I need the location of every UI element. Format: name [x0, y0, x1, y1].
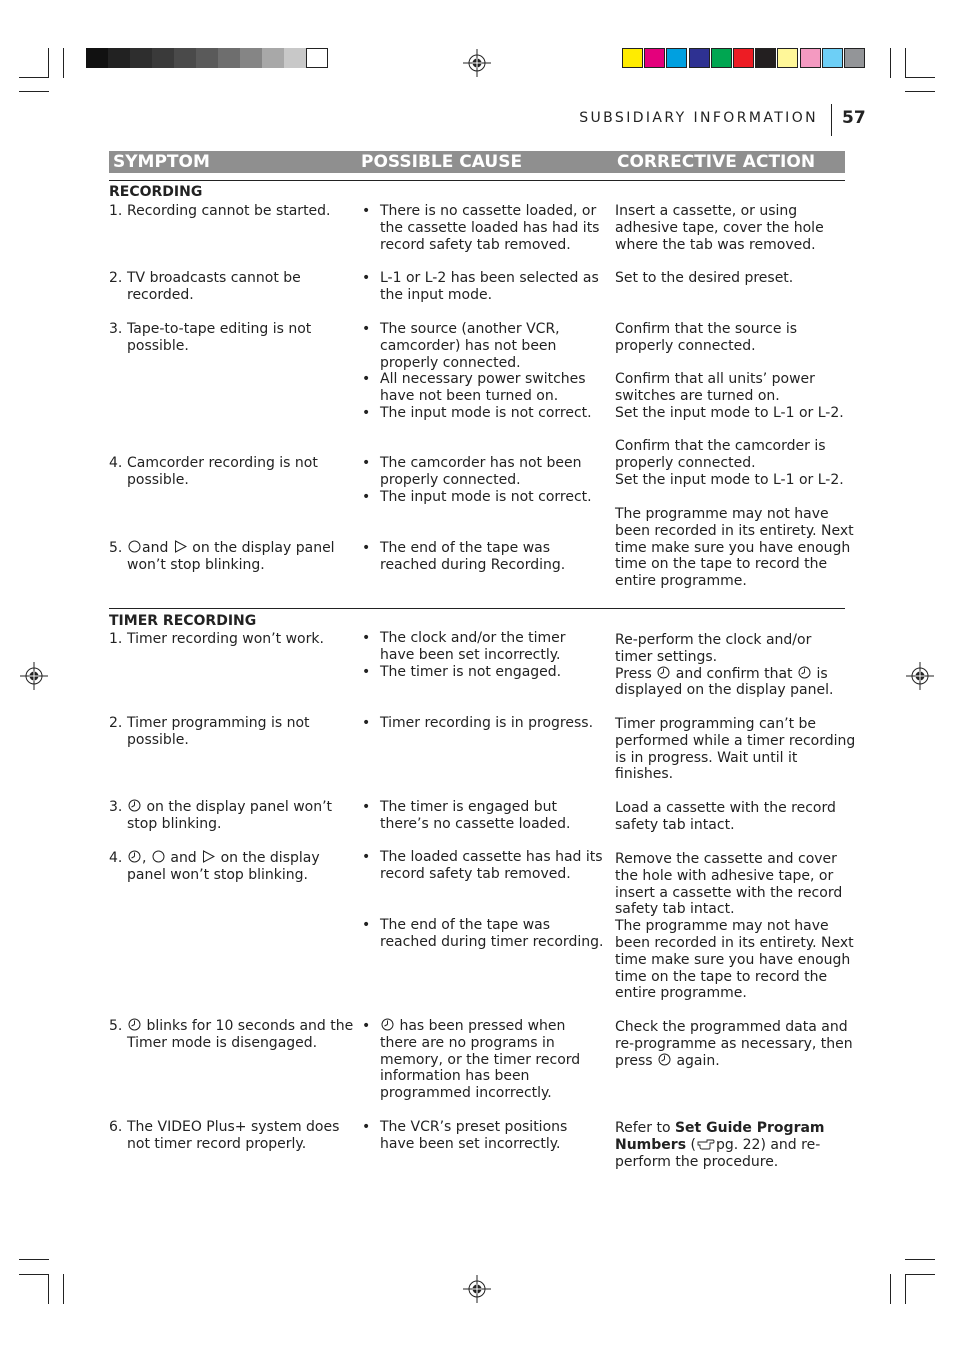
cause-text: The timer is not engaged.: [380, 664, 562, 680]
section-title-timer-recording: TIMER RECORDING: [109, 613, 257, 629]
color-swatch: [622, 48, 643, 68]
timer-clock-icon: [128, 799, 141, 812]
gray-swatch: [218, 48, 240, 68]
section-divider: [109, 608, 845, 609]
column-header-symptom: SYMPTOM: [113, 152, 210, 172]
color-swatch: [733, 48, 754, 68]
gray-swatch: [196, 48, 218, 68]
bullet: •: [362, 203, 371, 219]
item-number: 4.: [109, 850, 123, 866]
color-swatch: [755, 48, 776, 68]
cause-text: The loaded cassette has had its record safety tab removed.: [380, 849, 603, 882]
timer-clock-icon: [658, 1053, 671, 1066]
action-text: Refer to Set Guide Program Numbers ( pg. 22) and re- perform the procedure.: [615, 1120, 825, 1170]
column-header-action: CORRECTIVE ACTION: [617, 152, 816, 172]
action-text: Confirm that the camcorder is properly connected. Set the input mode to L-1 or L-2.: [615, 438, 844, 488]
bullet: •: [362, 455, 371, 471]
gray-swatch: [262, 48, 284, 68]
cross-reference-link: Set Guide Program: [674, 1120, 825, 1136]
registration-mark-icon: [463, 49, 491, 77]
header-divider: [831, 104, 832, 136]
registration-mark-icon: [463, 1275, 491, 1303]
play-triangle-icon: [202, 850, 215, 863]
cross-reference-link: Numbers: [615, 1136, 687, 1153]
bullet: •: [362, 715, 371, 731]
symptom-text: Timer recording won’t work.: [127, 631, 324, 647]
section-header: SUBSIDIARY INFORMATION: [579, 110, 818, 126]
item-number: 4.: [109, 455, 123, 471]
bullet: •: [362, 849, 371, 865]
action-text: The programme may not have been recorded in its entirety. Next time make sure you have enough time on the tape to record the entire programme.: [615, 506, 854, 590]
cause-text: L-1 or L-2 has been selected as the input mode.: [380, 270, 599, 303]
color-swatch: [666, 48, 687, 68]
item-number: 1.: [109, 203, 123, 219]
item-number: 1.: [109, 631, 123, 647]
gray-swatch: [108, 48, 130, 68]
cause-text: All necessary power switches have not been turned on.: [380, 371, 586, 404]
action-text: Check the programmed data and re-programme as necessary, then press again.: [615, 1019, 853, 1069]
symptom-text: Timer programming is not possible.: [127, 715, 310, 748]
play-triangle-icon: [174, 540, 187, 553]
bullet: •: [362, 1018, 371, 1034]
bullet: •: [362, 664, 371, 680]
action-text: Confirm that all units’ power switches are turned on. Set the input mode to L-1 or L-2.: [615, 371, 844, 421]
color-swatch: [711, 48, 732, 68]
item-number: 3.: [109, 799, 123, 815]
bullet: •: [362, 489, 371, 505]
gray-swatch: [130, 48, 152, 68]
gray-swatch: [152, 48, 174, 68]
bullet: •: [362, 270, 371, 286]
action-text: Set to the desired preset.: [615, 270, 794, 286]
bullet: •: [362, 321, 371, 337]
action-text: Confirm that the source is properly connected.: [615, 321, 798, 354]
item-number: 2.: [109, 270, 123, 286]
page-number: 57: [842, 108, 866, 128]
gray-swatch: [306, 48, 328, 68]
symptom-text: on the display panel won’t stop blinking.: [127, 799, 333, 832]
bullet: •: [362, 917, 371, 933]
color-swatch: [822, 48, 843, 68]
symptom-text: TV broadcasts cannot be recorded.: [127, 270, 301, 303]
cause-text: The source (another VCR, camcorder) has not been properly connected.: [380, 321, 560, 371]
bullet: •: [362, 405, 371, 421]
color-swatch: [844, 48, 865, 68]
cause-text: The clock and/or the timer have been set incorrectly.: [380, 630, 566, 663]
item-number: 5.: [109, 1018, 123, 1034]
section-title-recording: RECORDING: [109, 184, 203, 200]
registration-mark-icon: [20, 662, 48, 690]
bullet: •: [362, 540, 371, 556]
timer-clock-icon: [381, 1018, 394, 1031]
action-text: Load a cassette with the record safety tab intact.: [615, 800, 836, 833]
symptom-text: , and on the display panel won’t stop blinking.: [127, 850, 320, 883]
cause-text: has been pressed when there are no programs in memory, or the timer record information has been programmed incorrectly.: [380, 1018, 581, 1102]
cassette-circle-icon: [128, 540, 141, 553]
timer-clock-icon: [128, 850, 141, 863]
color-swatch: [644, 48, 665, 68]
cause-text: The VCR’s preset positions have been set incorrectly.: [380, 1119, 568, 1152]
cause-text: The input mode is not correct.: [380, 489, 592, 505]
symptom-text: Tape-to-tape editing is not possible.: [127, 321, 312, 354]
timer-clock-icon: [657, 666, 670, 679]
symptom-text: Recording cannot be started.: [127, 203, 331, 219]
symptom-text: blinks for 10 seconds and the Timer mode is disengaged.: [127, 1018, 354, 1051]
gray-swatch: [86, 48, 108, 68]
section-divider: [109, 180, 845, 181]
item-number: 3.: [109, 321, 123, 337]
action-text: Re-perform the clock and/or timer settings. Press and confirm that is displayed on the display panel.: [615, 632, 834, 699]
action-text: Timer programming can’t be performed while a timer recording is in progress. Wait until it finishes.: [615, 716, 856, 783]
symptom-text: The VIDEO Plus+ system does not timer record properly.: [127, 1119, 340, 1152]
cause-text: There is no cassette loaded, or the cassette loaded has had its record safety tab removed.: [380, 203, 600, 253]
color-swatch: [689, 48, 710, 68]
item-number: 5.: [109, 540, 123, 556]
cause-text: The end of the tape was reached during timer recording.: [380, 917, 604, 950]
timer-clock-icon: [798, 666, 811, 679]
gray-swatch: [284, 48, 306, 68]
timer-clock-icon: [128, 1018, 141, 1031]
action-text: Insert a cassette, or using adhesive tape, cover the hole where the tab was removed.: [615, 203, 824, 253]
cassette-circle-icon: [152, 850, 165, 863]
bullet: •: [362, 799, 371, 815]
color-swatch: [800, 48, 821, 68]
color-swatch: [777, 48, 798, 68]
item-number: 2.: [109, 715, 123, 731]
gray-swatch: [240, 48, 262, 68]
gray-swatch: [174, 48, 196, 68]
bullet: •: [362, 630, 371, 646]
cause-text: Timer recording is in progress.: [380, 715, 594, 731]
pointing-hand-icon: [697, 1138, 715, 1150]
bullet: •: [362, 371, 371, 387]
registration-mark-icon: [906, 662, 934, 690]
cause-text: The camcorder has not been properly connected.: [380, 455, 582, 488]
cause-text: The input mode is not correct.: [380, 405, 592, 421]
column-header-cause: POSSIBLE CAUSE: [361, 152, 523, 172]
cause-text: The end of the tape was reached during Recording.: [380, 540, 566, 573]
item-number: 6.: [109, 1119, 123, 1135]
cause-text: The timer is engaged but there’s no cassette loaded.: [380, 799, 571, 832]
symptom-text: Camcorder recording is not possible.: [127, 455, 318, 488]
action-text: Remove the cassette and cover the hole with adhesive tape, or insert a cassette with the record safety tab intact. The programme may not have been recorded in its entirety. Next time make sure you have enough time on the tape to record the entire programme.: [615, 851, 854, 1002]
symptom-text: and on the display panel won’t stop blinking.: [127, 540, 335, 573]
bullet: •: [362, 1119, 371, 1135]
